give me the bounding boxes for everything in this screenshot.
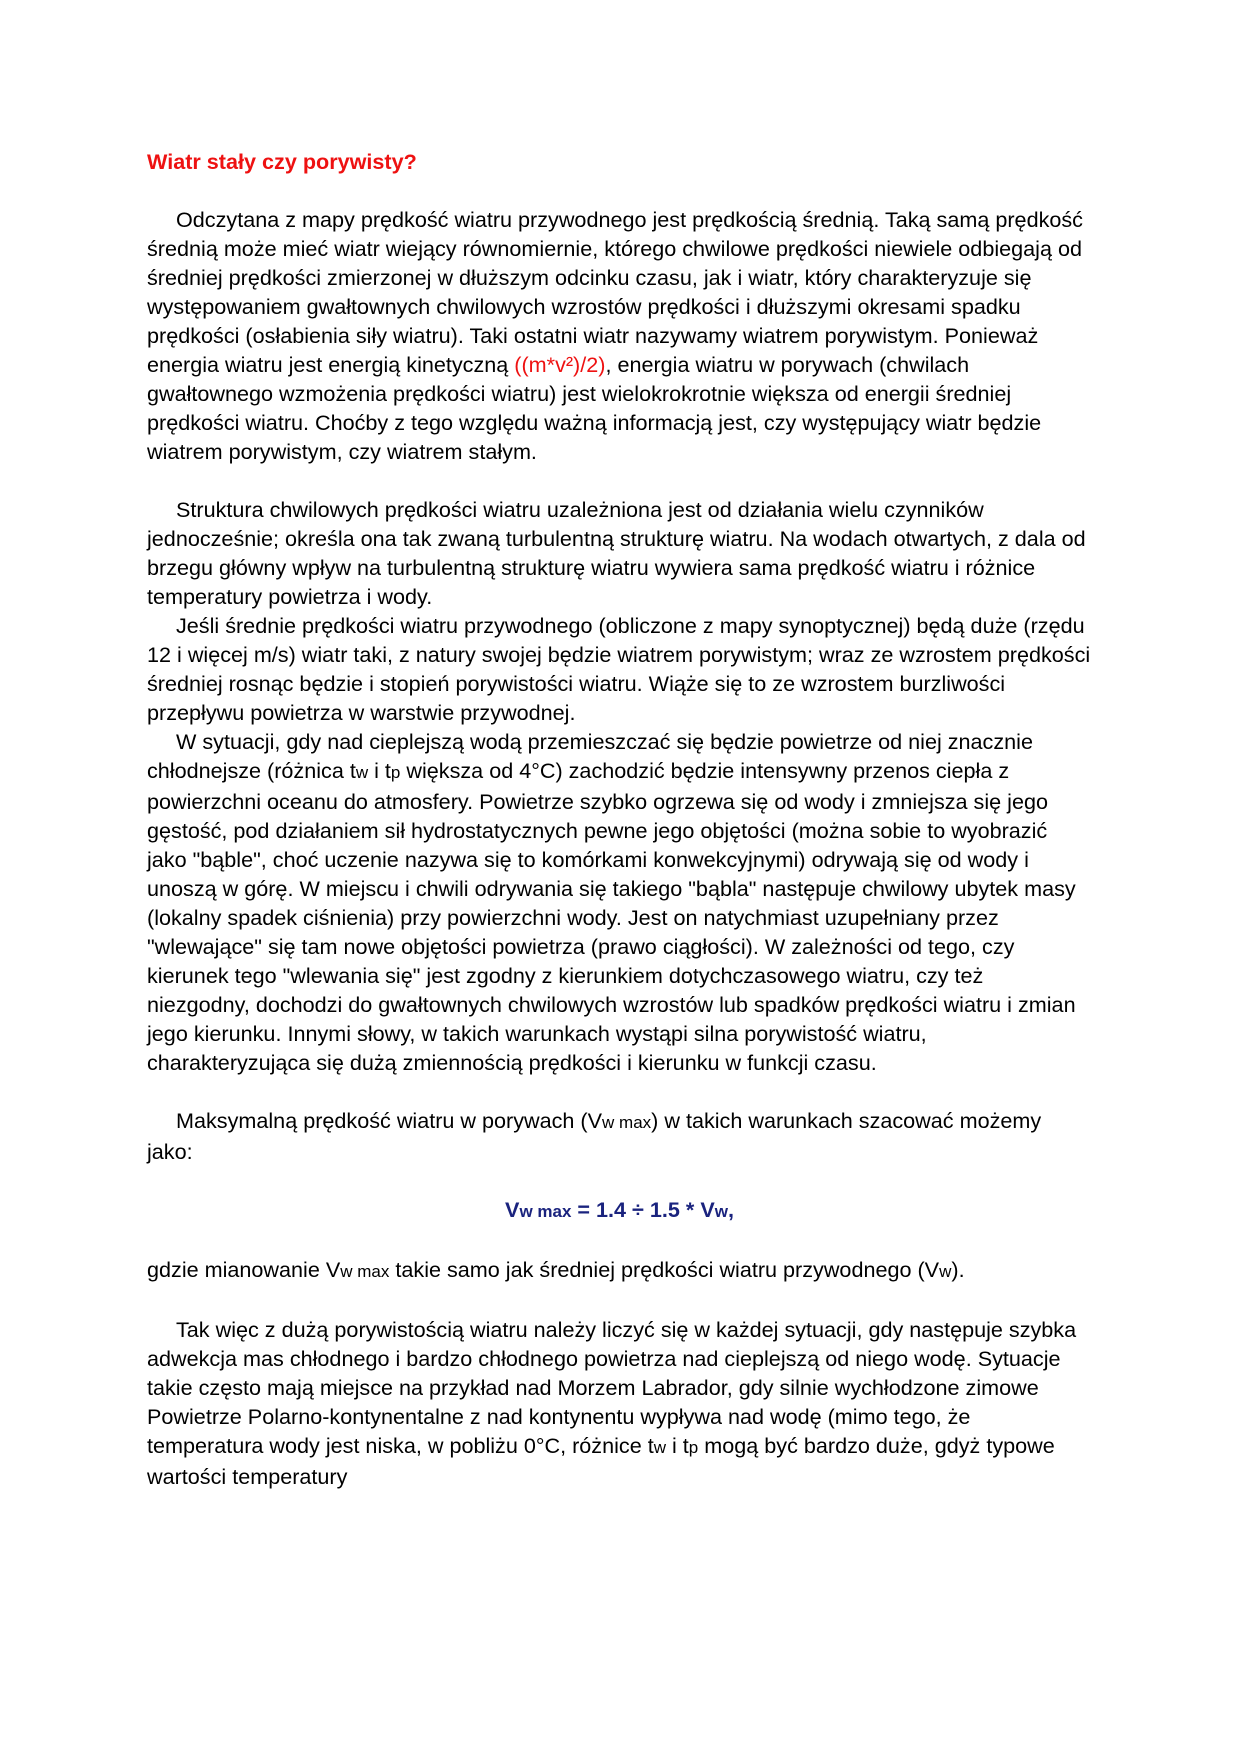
paragraph-1: [147, 205, 1092, 466]
subscript-p: p: [390, 763, 401, 782]
subscript-w-max: w max: [602, 1113, 652, 1132]
subscript-w: w: [653, 1438, 666, 1457]
paragraph-1-text-b: , energia wiatru w porywach (chwilach gwałtownego wzmożenia prędkości wiatru) jest wielokrokrotnie większa od energii średniej prędkości wiatru. Choćby z tego względu ważną informacją jest, czy występujący wiatr będzie wiatrem porywistym, czy wiatrem stałym.: [147, 352, 1042, 464]
paragraph-7: [147, 1315, 1092, 1491]
gust-formula: [147, 1195, 1092, 1226]
formula-v: V: [505, 1197, 520, 1222]
paragraph-5: [147, 1106, 1092, 1166]
paragraph-4-text-c: większa od 4°C) zachodzić będzie intensywny przenos ciepła z powierzchni oceanu do atmosfery. Powietrze szybko ogrzewa się od wody i zmniejsza się jego gęstość, pod działaniem sił hydrostatycznych pewne jego objętości (można sobie to wyobrazić jako "bąble", choć uczenie nazywa się to komórkami konwekcyjnymi) odrywają się od wody i unoszą w górę. W miejscu i chwili odrywania się takiego "bąbla" następuje chwilowy ubytek masy (lokalny spadek ciśnienia) przy powierzchni wody. Jest on natychmiast uzupełniany przez "wlewające" się tam nowe objętości powietrza (prawo ciągłości). W zależności od tego, czy kierunek tego "wlewania się" jest zgodny z kierunkiem dotychczasowego wiatru, czy też niezgodny, dochodzi do gwałtownych chwilowych wzrostów lub spadków prędkości wiatru i zmian jego kierunku. Innymi słowy, w takich warunkach wystąpi silna porywistość wiatru, charakteryzująca się dużą zmiennością prędkości i kierunku w funkcji czasu.: [147, 758, 1076, 1075]
paragraph-6-text-b: takie samo jak średniej prędkości wiatru przywodnego (V: [389, 1257, 940, 1282]
paragraph-6: [147, 1255, 1092, 1286]
paragraph-6-text-a: gdzie mianowanie V: [147, 1257, 341, 1282]
paragraph-7-text-a: Tak więc z dużą porywistością wiatru należy liczyć się w każdej sytuacji, gdy następuje szybka adwekcja mas chłodnego i bardzo chłodnego powietrza nad cieplejszą od niego wodę. Sytuacje takie często mają miejsce na przykład nad Morzem Labrador, gdy silnie wychłodzone zimowe Powietrze Polarno-kontynentalne z nad kontynentu wypływa nad wodę (mimo tego, że temperatura wody jest niska, w pobliżu 0°C, różnice t: [147, 1317, 1077, 1458]
paragraph-2: Struktura chwilowych prędkości wiatru uzależniona jest od działania wielu czynników jednocześnie; określa ona tak zwaną turbulentną strukturę wiatru. Na wodach otwartych, z dala od brzegu główny wpływ na turbulentną strukturę wiatru wywiera sama prędkość wiatru i różnice temperatury powietrza i wody.: [147, 497, 1086, 609]
subscript-w-max: w max: [340, 1262, 390, 1281]
paragraph-7-text-c: mogą być bardzo duże, gdyż typowe wartości temperatury: [147, 1433, 1055, 1489]
paragraph-5-text-a: Maksymalną prędkość wiatru w porywach (V: [176, 1108, 603, 1133]
formula-end: ,: [727, 1197, 734, 1222]
paragraph-3: Jeśli średnie prędkości wiatru przywodnego (obliczone z mapy synoptycznej) będą duże (rzędu 12 i więcej m/s) wiatr taki, z natury swojej będzie wiatrem porywistym; wraz ze wzrostem prędkości średniej rosnąc będzie i stopień porywistości wiatru. Wiąże się to ze wzrostem burzliwości przepływu powietrza w warstwie przywodnej.: [147, 613, 1091, 725]
formula-subscript-w-max: w max: [519, 1202, 572, 1221]
subscript-p: p: [688, 1438, 699, 1457]
formula-subscript-w: w: [714, 1202, 728, 1221]
document-body: [147, 147, 1092, 1491]
spacer: [147, 1077, 1092, 1106]
spacer: [147, 1166, 1092, 1195]
paragraph-4: [147, 727, 1092, 1077]
document-title: Wiatr stały czy porywisty?: [147, 149, 417, 174]
spacer: [147, 466, 1092, 495]
subscript-w: w: [939, 1262, 952, 1281]
subscript-w: w: [355, 763, 369, 782]
paragraph-4-text-b: i t: [368, 758, 391, 783]
paragraph-4-text-a: W sytuacji, gdy nad cieplejszą wodą przemieszczać się będzie powietrze od niej znacznie chłodnejsze (różnica t: [147, 729, 1033, 783]
spacer: [147, 1286, 1092, 1315]
spacer: [147, 1226, 1092, 1255]
paragraph-1-text-a: Odczytana z mapy prędkość wiatru przywodnego jest prędkością średnią. Taką samą prędkość średnią może mieć wiatr wiejący równomiernie, którego chwilowe prędkości niewiele odbiegają od średniej prędkości zmierzonej w dłuższym odcinku czasu, jak i wiatr, który charakteryzuje się występowaniem gwałtownych chwilowych wzrostów prędkości i dłuższymi okresami spadku prędkości (osłabienia siły wiatru). Taki ostatni wiatr nazywamy wiatrem porywistym. Ponieważ energia wiatru jest energią kinetyczną: [147, 207, 1083, 377]
paragraph-5-text-b: ) w takich warunkach szacować możemy jako:: [147, 1108, 1042, 1164]
kinetic-energy-formula: ((m*v²)/2): [514, 352, 606, 377]
formula-middle: = 1.4 ÷ 1.5 * V: [571, 1197, 715, 1222]
paragraph-6-text-c: ).: [951, 1257, 965, 1282]
paragraph-7-text-b: i t: [666, 1433, 689, 1458]
spacer: [147, 176, 1092, 205]
